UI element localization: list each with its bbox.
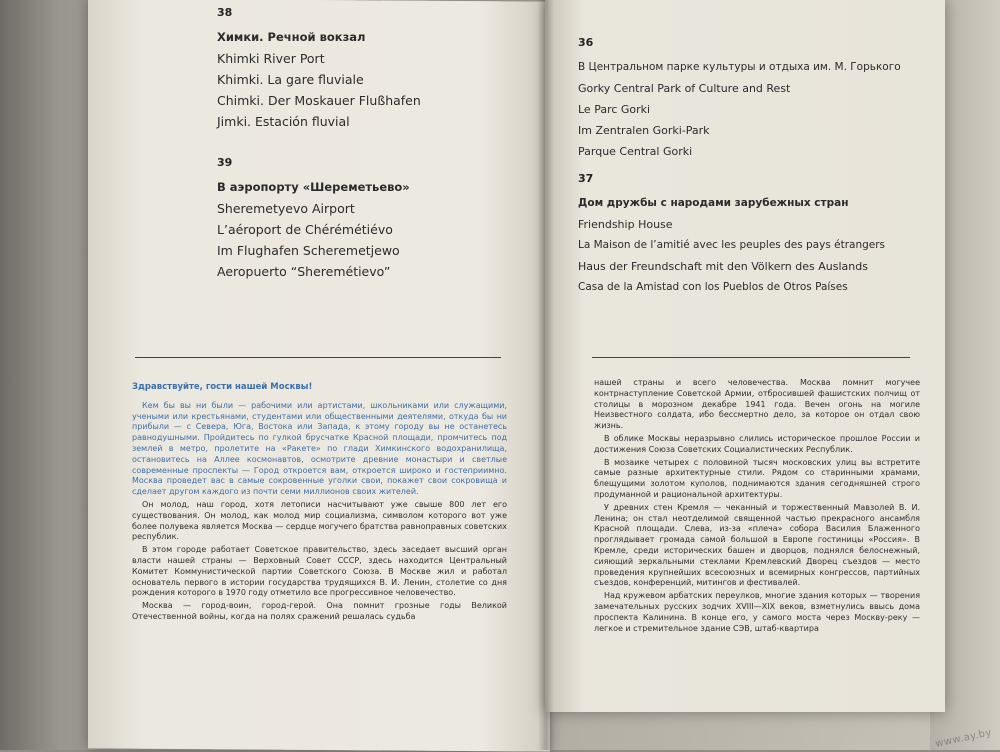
caption-line-es: Aeropuerto “Sheremétievo” — [217, 264, 391, 279]
body-paragraph: В облике Москвы неразрывно слились историческое прошлое России и достижения Союза Советских Социалистических Республик. — [594, 433, 920, 454]
caption-number: 38 — [217, 6, 233, 19]
caption-line-ru: Химки. Речной вокзал — [217, 30, 366, 44]
caption-line-de: Chimki. Der Moskauer Flußhafen — [217, 93, 421, 108]
divider-rule-left — [135, 357, 501, 358]
caption-line-ru: Дом дружбы с народами зарубежных стран — [578, 197, 849, 209]
caption-line-fr: La Maison de l’amitié avec les peuples des pays étrangers — [578, 239, 886, 251]
caption-line-de: Im Flughafen Scheremetjewo — [217, 243, 400, 258]
caption-line-en: Sheremetyevo Airport — [217, 201, 355, 216]
watermark: www.ay.by — [934, 727, 993, 750]
left-body-text — [132, 382, 507, 625]
greeting-heading: Здравствуйте, гости нашей Москвы! — [132, 382, 313, 392]
caption-line-de: Haus der Freundschaft mit den Völkern des Auslands — [578, 260, 868, 273]
divider-rule-right — [592, 357, 910, 358]
caption-line-es: Parque Central Gorki — [578, 145, 693, 158]
caption-number: 39 — [217, 156, 233, 169]
caption-number: 36 — [578, 36, 594, 49]
body-paragraph: Кем бы вы ни были — рабочими или артистами, школьниками или служащими, учеными или крестьянами, студентами или общественными деятелями, откуда бы ни прибыли — с Севера, Юга, Востока или Запада, к этому городу вы не останетесь равнодушными. Пройдитесь по гулкой брусчатке Красной площади, промчитесь под землей в метро, пролетите на «Ракете» по глади Химкинского водохранилища, остановитесь на Аллее космонавтов, осмотрите древние монастыри и светлые современные проспекты — Город откроется вам, откроется широко и гостеприимно. Москва проведет вас в самые сокровенные уголки свои, покажет свои сокровища и сделает другом каждого из почти семи миллионов своих жителей. — [132, 400, 507, 497]
body-paragraph: Он молод, наш город, хотя летописи насчитывают уже свыше 800 лет его существования. Он молод, как молод мир социализма, символом которого вот уже более полувека является Москва — сердце могучего братства равноправных советских республик. — [132, 499, 507, 542]
caption-line-fr: L’aéroport de Chérémétiévo — [217, 222, 393, 237]
caption-line-en: Gorky Central Park of Culture and Rest — [578, 82, 791, 95]
body-paragraph: Москва — город-воин, город-герой. Она помнит грозные годы Великой Отечественной войны, когда на полях сражений решалась судьба — [132, 601, 507, 621]
caption-line-en: Friendship House — [578, 218, 673, 231]
caption-block-36 — [578, 36, 901, 162]
book-gutter — [538, 0, 554, 750]
caption-number: 37 — [578, 172, 594, 185]
caption-line-es: Casa de la Amistad con los Pueblos de Otros Países — [578, 281, 848, 293]
caption-line-ru: В Центральном парке культуры и отдыха им. М. Горького — [578, 61, 901, 73]
caption-line-fr: Le Parc Gorki — [578, 103, 651, 116]
caption-line-fr: Khimki. La gare fluviale — [217, 72, 364, 87]
caption-block-37 — [578, 172, 885, 298]
caption-block-38 — [217, 6, 421, 132]
body-paragraph: Над кружевом арбатских переулков, многие здания которых — творения замечательных русских зодчих XVIII—XIX веков, взметнулись ввысь дома проспекта Калинина. В конце его, у самого моста через Москву-реку — легкое и стремительное здание СЭВ, штаб-квартира — [594, 591, 920, 633]
caption-line-en: Khimki River Port — [217, 51, 325, 66]
caption-line-ru: В аэропорту «Шереметьево» — [217, 180, 410, 194]
body-paragraph: В мозаике четырех с половиной тысяч московских улиц вы встретите самые разные архитектурные стили. Рядом со старинными храмами, блещущими золотом куполов, поднимаются здания сегодняшней строго продуманной и рациональной архитектуры. — [594, 457, 920, 499]
caption-block-39 — [217, 156, 410, 282]
right-body-text — [594, 378, 920, 636]
caption-line-es: Jimki. Estación fluvial — [217, 114, 350, 129]
body-paragraph: У древних стен Кремля — чеканный и торжественный Мавзолей В. И. Ленина; он стал неотделимой священной частью прекрасного ансамбля Красной площади. Слева, из-за «плеча» собора Василия Блаженного проглядывает громада самой большой в Европе гостиницы «Россия». В Кремле, среди исторических башен и дворцов, поднялся белоснежный, сияющий зеркальными стеклами Кремлевский Дворец съездов — место проведения крупнейших всесоюзных и всемирных конгрессов, партийных съездов, конференций, митингов и фестивалей. — [594, 502, 920, 588]
body-paragraph: нашей страны и всего человечества. Москва помнит могучее контрнаступление Советской Армии, отбросившей фашистских полчищ от столицы в морозном декабре 1941 года. Вечен огонь на могиле Неизвестного солдата, ибо бессмертно дело, за которое он отдал свою жизнь. — [594, 378, 920, 431]
caption-line-de: Im Zentralen Gorki-Park — [578, 124, 710, 137]
body-paragraph: В этом городе работает Советское правительство, здесь заседает высший орган власти нашей страны — Верховный Совет СССР, здесь находится Центральный Комитет Коммунистической партии Советского Союза. В Москве жил и работал основатель первого в истории государства трудящихся В. И. Ленин, столетие со дня рождения которого в 1970 году отметило все прогрессивное человечество. — [132, 545, 507, 598]
